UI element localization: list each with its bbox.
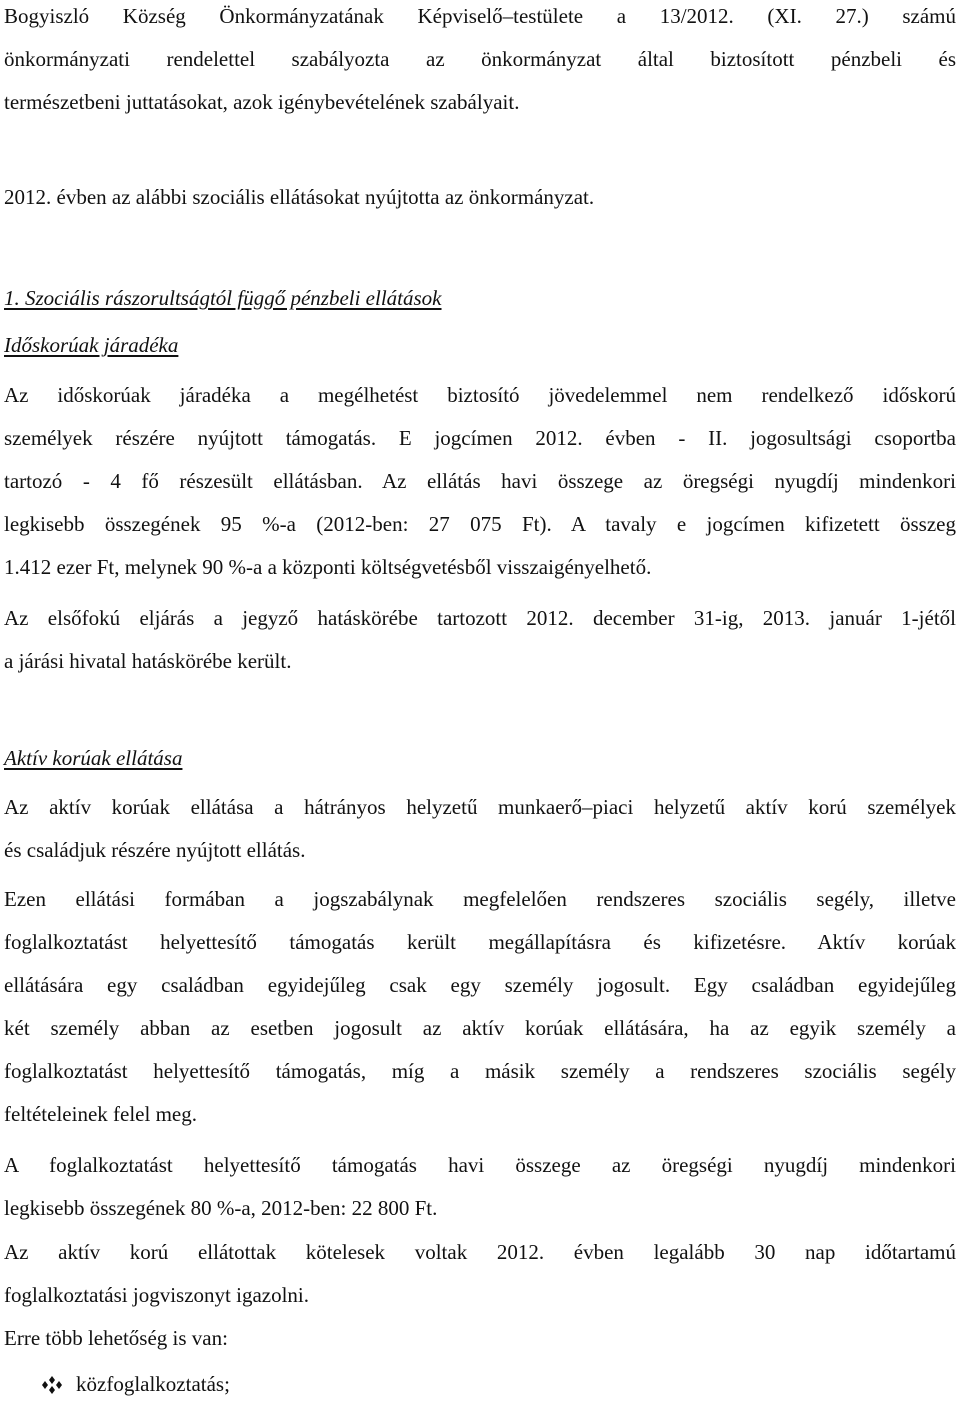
section-2-para-2-line: feltételeinek felel meg.: [4, 1102, 197, 1126]
section-2-para-2-line: két személy abban az esetben jogosult az aktív korúak ellátására, ha az egyik személy a: [4, 1016, 956, 1040]
section-2-para-2-line: ellátására egy családban egyidejűleg csak egy személy jogosult. Egy családban egyidejűleg: [4, 973, 956, 997]
section-2-para-2-line: Ezen ellátási formában a jogszabálynak megfelelően rendszeres szociális segély, illetve: [4, 887, 956, 911]
section-1-subheading-text: Időskorúak járadéka: [4, 333, 179, 357]
section-1-heading: [4, 284, 956, 312]
section-1-line: Az elsőfokú eljárás a jegyző hatáskörébe tartozott 2012. december 31-ig, 2013. január 1-jétől: [4, 606, 956, 630]
section-1-line: a járási hivatal hatáskörébe került.: [4, 649, 292, 673]
section-1-line: legkisebb összegének 95 %-a (2012-ben: 27 075 Ft). A tavaly e jogcímen kifizetett összeg: [4, 512, 956, 536]
section-2-para-3-line: legkisebb összegének 80 %-a, 2012-ben: 22 800 Ft.: [4, 1196, 438, 1220]
section-2-para-2-line: foglalkoztatást helyettesítő támogatás, míg a másik személy a rendszeres szociális segély: [4, 1059, 956, 1083]
bullet-list-item: [40, 1370, 230, 1398]
intro-line-1: Bogyiszló Község Önkormányzatának Képviselő–testülete a 13/2012. (XI. 27.) számú: [4, 4, 956, 28]
section-2-para-2-line: foglalkoztatást helyettesítő támogatás került megállapításra és kifizetésre. Aktív korúak: [4, 930, 956, 954]
section-2-para-5: Erre több lehetőség is van:: [4, 1326, 228, 1350]
section-2-para-1-line: és családjuk részére nyújtott ellátás.: [4, 838, 306, 862]
intro-line-3: természetbeni juttatásokat, azok igénybevételének szabályait.: [4, 90, 520, 114]
section-2-para-3-line: A foglalkoztatást helyettesítő támogatás havi összege az öregségi nyugdíj mindenkori: [4, 1153, 956, 1177]
section-1-line: személyek részére nyújtott támogatás. E jogcímen 2012. évben - II. jogosultsági csoportba: [4, 426, 956, 450]
section-1-line: 1.412 ezer Ft, melynek 90 %-a a központi költségvetésből visszaigényelhető.: [4, 555, 652, 579]
summary-sentence: 2012. évben az alábbi szociális ellátásokat nyújtotta az önkormányzat.: [4, 185, 595, 209]
section-2-para-1-line: Az aktív korúak ellátása a hátrányos helyzetű munkaerő–piaci helyzetű aktív korú személyek: [4, 795, 956, 819]
intro-line-2: önkormányzati rendelettel szabályozta az önkormányzat által biztosított pénzbeli és: [4, 47, 956, 71]
section-1-line: Az időskorúak járadéka a megélhetést biztosító jövedelemmel nem rendelkező időskorú: [4, 383, 956, 407]
four-diamond-bullet-icon: [40, 1374, 64, 1394]
section-2-para-4-line: foglalkoztatási jogviszonyt igazolni.: [4, 1283, 310, 1307]
section-1-subheading: [4, 331, 956, 359]
section-1-heading-text: 1. Szociális rászorultságtól függő pénzbeli ellátások: [4, 286, 442, 310]
section-2-subheading: [4, 744, 956, 772]
section-1-line: tartozó - 4 fő részesült ellátásban. Az ellátás havi összege az öregségi nyugdíj mindenkori: [4, 469, 956, 493]
section-2-para-4-line: Az aktív korú ellátottak kötelesek voltak 2012. évben legalább 30 nap időtartamú: [4, 1240, 956, 1264]
bullet-list-item-text: közfoglalkoztatás;: [76, 1372, 230, 1396]
section-2-subheading-text: Aktív korúak ellátása: [4, 746, 183, 770]
